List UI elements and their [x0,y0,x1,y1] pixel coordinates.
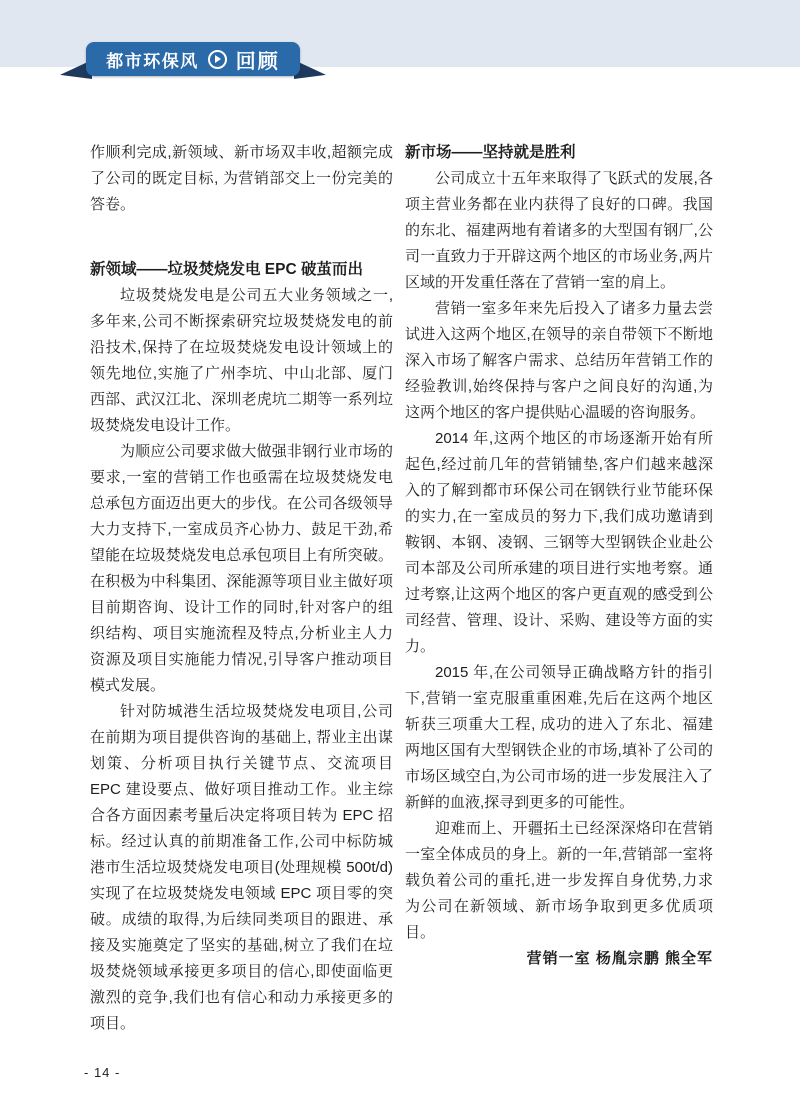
paragraph-continuation: 作顺利完成,新领域、新市场双丰收,超额完成了公司的既定目标, 为营销部交上一份完美的答卷。 [90,144,393,213]
magazine-brand: 都市环保风 [106,51,199,71]
author-signature: 营销一室 杨胤宗鹏 熊全军 [526,950,713,967]
paragraph: 2014 年,这两个地区的市场逐渐开始有所起色,经过前几年的营销铺垫,客户们越来越深入的了解到都市环保公司在钢铁行业节能环保的实力,在一室成员的努力下,我们成功邀请到鞍钢、本钢、凌钢、三钢等大型钢铁企业赴公司本部及公司所承建的项目进行实地考察。通过考察,让这两个地区的客户更直观的感受到公司经营、管理、设计、采购、建设等方面的实力。 [405,430,713,655]
right-column [405,140,713,972]
play-icon [208,50,227,69]
paragraph: 垃圾焚烧发电是公司五大业务领域之一,多年来,公司不断探索研究垃圾焚烧发电的前沿技术,保持了在垃圾焚烧发电设计领域上的领先地位,实施了广州李坑、中山北部、厦门西部、武汉江北、深圳老虎坑二期等一系列垃圾焚烧发电设计工作。 [90,287,393,434]
section-title: 回顾 [235,50,280,73]
paragraph: 营销一室多年来先后投入了诸多力量去尝试进入这两个地区,在领导的亲自带领下不断地深入市场了解客户需求、总结历年营销工作的经验教训,始终保持与客户之间良好的沟通,为这两个地区的客户提供贴心温暖的咨询服务。 [405,300,713,421]
left-column [90,140,393,1037]
closing-paragraph: 迎难而上、开疆拓土已经深深烙印在营销一室全体成员的身上。新的一年,营销部一室将载负着公司的重托,进一步发挥自身优势,力求为公司在新领域、新市场争取到更多优质项目。 [405,820,713,941]
right-column-heading: 新市场——坚持就是胜利 [405,144,576,161]
paragraph: 针对防城港生活垃圾焚烧发电项目,公司在前期为项目提供咨询的基础上, 帮业主出谋划策、分析项目执行关键节点、交流项目 EPC 建设要点、做好项目推动工作。业主综合各方面因素考量后决定将项目转为 EPC 招标。经过认真的前期准备工作,公司中标防城港市生活垃圾焚烧发电项目(处理规模 500t/d)实现了在垃圾焚烧发电领域 EPC 项目零的突破。成绩的取得,为后续同类项目的跟进、承接及实施奠定了坚实的基础,树立了我们在垃圾焚烧领域承接更多项目的信心,即使面临更激烈的竞争,我们也有信心和动力承接更多的项目。 [90,703,393,1032]
paragraph: 为顺应公司要求做大做强非钢行业市场的要求,一室的营销工作也亟需在垃圾焚烧发电总承包方面迈出更大的步伐。在公司各级领导大力支持下,一室成员齐心协力、鼓足干劲,希望能在垃圾焚烧发电总承包项目上有所突破。在积极为中科集团、深能源等项目业主做好项目前期咨询、设计工作的同时,针对客户的组织结构、项目实施流程及特点,分析业主人力资源及项目实施能力情况,引导客户推动项目模式发展。 [90,443,393,694]
page-number: - 14 - [84,1065,121,1080]
paragraph: 2015 年,在公司领导正确战略方针的指引下,营销一室克服重重困难,先后在这两个地区斩获三项重大工程, 成功的进入了东北、福建两地区国有大型钢铁企业的市场,填补了公司的市场区域空白,为公司市场的进一步发展注入了新鲜的血液,探寻到更多的可能性。 [405,664,713,811]
section-banner [86,42,300,76]
paragraph: 公司成立十五年来取得了飞跃式的发展,各项主营业务都在业内获得了良好的口碑。我国的东北、福建两地有着诸多的大型国有钢厂,公司一直致力于开辟这两个地区的市场业务,两片区域的开发重任落在了营销一室的肩上。 [405,170,713,291]
left-column-heading: 新领域——垃圾焚烧发电 EPC 破茧而出 [90,261,363,278]
